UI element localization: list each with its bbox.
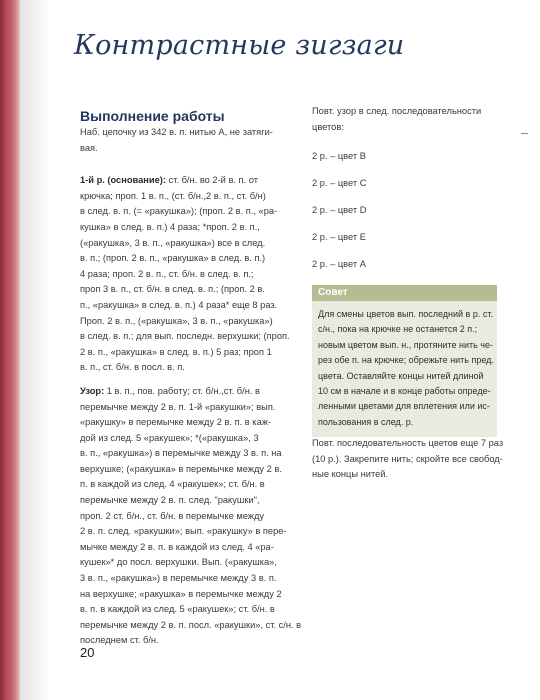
margin-mark [521,133,528,134]
page-title: Контрастные зигзаги [74,30,405,61]
row1-label: 1-й р. (основание): [80,175,166,186]
pattern-line: на верхушке; «ракушка» в перемычке между 2 [80,588,282,599]
row1-block [80,173,290,376]
tip-body [312,301,497,437]
tip-heading: Совет [312,285,497,301]
pattern-line: последнем ст. б/н. [80,635,159,646]
row1-line: Проп. 2 в. п., («ракушка», 3 в. п., «ракушка») [80,315,273,326]
tip-line: ленными цветами для вплетения или ис- [318,401,490,412]
tip-line: пользования в след. р. [318,416,414,427]
tip-line: Для смены цветов вып. последний в р. ст. [318,309,493,319]
pattern-line: «ракушку» в перемычке между 2 в. п. в каж- [80,417,272,428]
intro-line: вая. [80,142,98,153]
page-number: 20 [80,645,95,660]
row1-line: крючка; проп. 1 в. п., (ст. б/н.,2 в. п., ст. б/н) [80,190,266,201]
row1-line: в след. в. п.; для вып. последн. верхушки; (проп. [80,331,290,342]
tip-line: новым цветом вып. н., протяните нить че- [318,339,493,350]
finishing-line: Повт. последовательность цветов еще 7 раз [312,438,504,448]
pattern-line: мычке между 2 в. п. в каждой из след. 4 «ра- [80,541,274,552]
row1-line: в след. в. п. (= «ракушка»); (проп. 2 в. п., «ра- [80,206,278,217]
row1-line: 2 в. п., «ракушка» в след. в. п.) 5 раз; проп 1 [80,346,272,357]
color-sequence-list [312,149,497,284]
pattern-line: перемычке между 2 в. п. 1-й «ракушки»; вып. [80,401,276,412]
row1-line: кушка» в след. в. п.) 4 раза; *проп. 2 в. п., [80,221,260,232]
pattern-line: в. п. в каждой из след. 5 «ракушек»; ст. б/н. в [80,604,275,615]
finishing-line: (10 р.). Закрепите нить; скройте все свобод- [312,453,503,464]
pattern-line: 2 в. п. след. «ракушки»; вып. «ракушку» в пере- [80,526,287,537]
pattern-first-text: 1 в. п., пов. работу; ст. б/н.,ст. б/н. в [104,385,260,396]
pattern-line: п. в каждой из след. 4 «ракушек»; ст. б/н. в [80,479,265,490]
pattern-line: перемычке между 2 в. п. посл. «ракушки», ст. с/н. в [80,619,302,630]
row1-line: в. п.; (проп. 2 в. п., «ракушка» в след. в. п.) [80,253,266,264]
row1-first-line [80,173,278,189]
tip-box [312,285,497,437]
pattern-line: в. п., «ракушка») в перемычке между 3 в. п. на [80,448,282,459]
pattern-line: дой из след. 5 «ракушек»; *(«ракушка», 3 [80,432,259,443]
finishing-line: ные концы нитей. [312,469,389,480]
color-sequence-item: 2 р. – цвет E [312,232,366,243]
color-sequence-item: 2 р. – цвет D [312,205,367,216]
sequence-intro-line: цветов: [312,121,344,132]
pattern-block [80,384,302,649]
pattern-line: проп. 2 ст. б/н., ст. б/н. в перемычке между [80,510,265,521]
pattern-label: Узор: [80,385,105,396]
tip-line: 10 см в начале и в конце работы опреде- [318,386,491,397]
color-sequence-item: 2 р. – цвет C [312,178,367,189]
book-spine-edge [0,0,20,700]
tip-line: цвета. Оставляйте концы нитей длиной [318,370,484,381]
row1-line: п., «ракушка» в след. в. п.) 4 раза* еще 8 раз. [80,299,278,310]
pattern-line: кушек»* до посл. верхушки. Вып. («ракушка», [80,557,277,568]
row1-line: в. п., ст. б/н. в посл. в. п. [80,362,185,373]
intro-line: Наб. цепочку из 342 в. п. нитью А, не затяги- [80,127,273,137]
row1-line: проп 3 в. п., ст. б/н. в след. в. п.; (проп. 2 в. [80,284,265,295]
color-sequence-item: 2 р. – цвет B [312,151,366,162]
pattern-first-line [80,384,278,400]
pattern-line: верхушке; («ракушка» в перемычке между 2 в. [80,463,282,474]
sequence-intro-line: Повт. узор в след. последовательности [312,106,482,116]
tip-line: с/н., пока на крючке не останется 2 п.; [318,324,478,335]
section-heading: Выполнение работы [80,108,225,124]
row1-line: 4 раза; проп. 2 в. п., ст. б/н. в след. в. п.; [80,268,254,279]
row1-line: («ракушка», 3 в. п., «ракушка») все в след. [80,237,266,248]
instructions-column [80,108,302,649]
finishing-paragraph [312,436,502,483]
pattern-line: перемычке между 2 в. п. след. "ракушки", [80,495,260,506]
pattern-line: 3 в. п., «ракушка») в перемычке между 3 в. п. [80,573,277,584]
tip-line: рез обе п. на крючке; обрежьте нить пред. [318,355,494,366]
color-sequence-item: 2 р. – цвет A [312,259,366,270]
color-sequence-column [312,104,497,284]
row1-first-text: ст. б/н. во 2-й в. п. от [165,175,258,186]
page-gutter-shadow [20,0,50,700]
